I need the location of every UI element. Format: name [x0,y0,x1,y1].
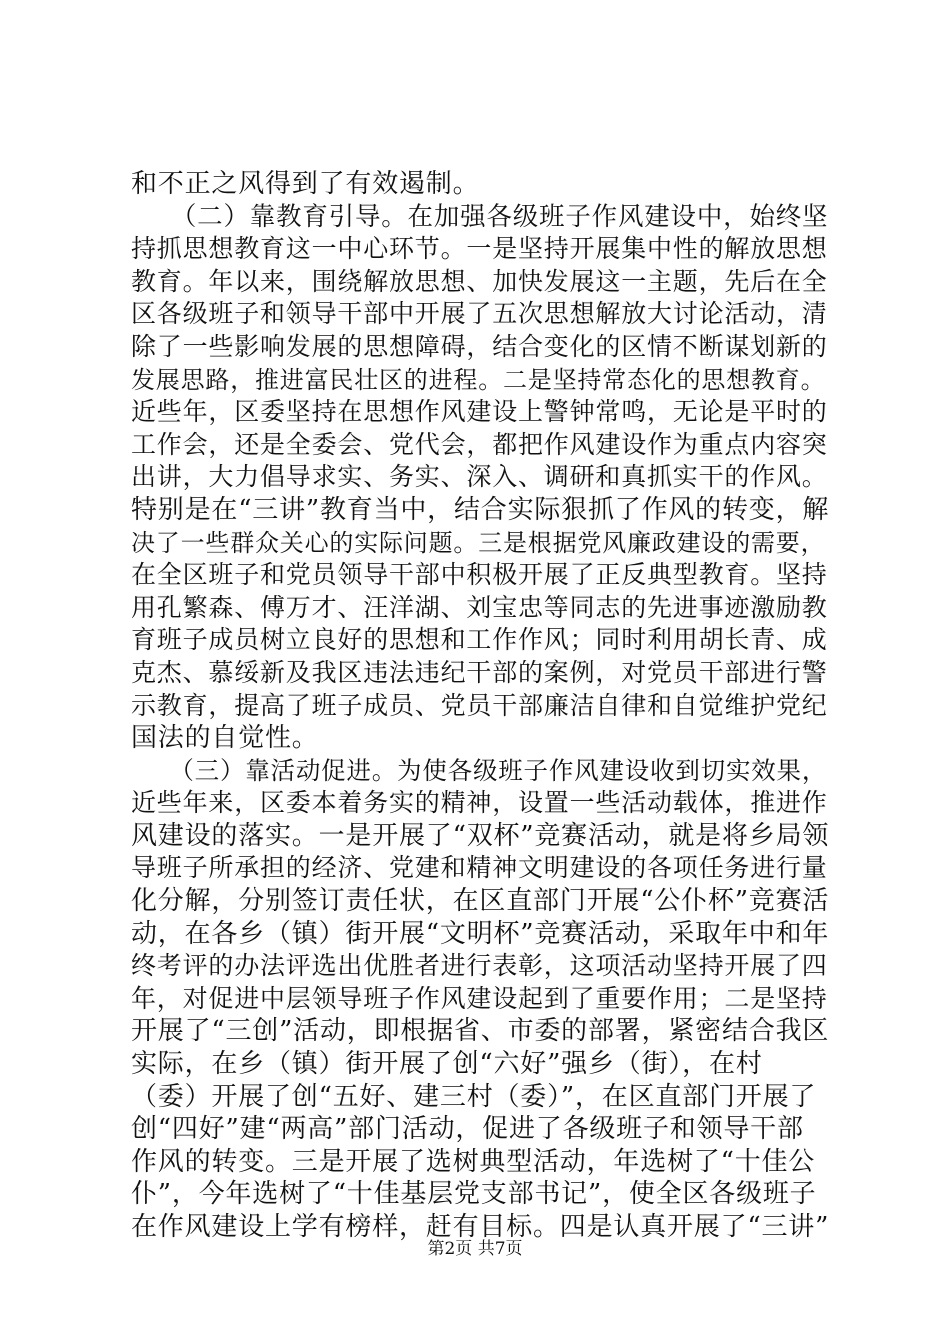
text-line: 克杰、慕绥新及我区违法违纪干部的案例，对党员干部进行警 [131,657,828,687]
page-footer: 第2页 共7页 [427,1239,523,1259]
text-line: 用孔繁森、傅万才、汪洋湖、刘宝忠等同志的先进事迹激励教 [131,592,828,622]
text-line: 开展了“三创”活动，即根据省、市委的部署，紧密结合我区 [131,1016,830,1047]
text-line: 动，在各乡（镇）街开展“文明杯”竞赛活动，采取年中和年 [131,918,830,949]
text-line: 特别是在“三讲”教育当中，结合实际狠抓了作风的转变，解 [131,494,830,525]
text-line: 近些年，区委坚持在思想作风建设上警钟常鸣，无论是平时的 [131,397,828,427]
text-line: （二）靠教育引导。在加强各级班子作风建设中，始终坚 [131,201,829,232]
text-line: 持抓思想教育这一中心环节。一是坚持开展集中性的解放思想 [131,234,828,264]
text-line: 实际，在乡（镇）街开展了创“六好”强乡（街），在村 [131,1049,763,1080]
text-line: 发展思路，推进富民壮区的进程。二是坚持常态化的思想教育。 [131,365,826,394]
text-line: 创“四好”建“两高”部门活动，促进了各级班子和领导干部 [131,1114,804,1145]
text-line: 作风的转变。三是开展了选树典型活动，年选树了“十佳公 [131,1146,816,1177]
text-line: 化分解，分别签订责任状，在区直部门开展“公仆杯”竞赛活 [131,886,830,917]
text-line: 教育。年以来，围绕解放思想、加快发展这一主题，先后在全 [131,266,828,296]
text-line: 工作会，还是全委会、党代会，都把作风建设作为重点内容突 [131,429,828,459]
text-line: （委）开展了创“五好、建三村（委）”，在区直部门开展了 [131,1081,817,1112]
text-line: 在作风建设上学有榜样，赶有目标。四是认真开展了“三讲” [131,1212,830,1242]
text-line: 在全区班子和党员领导干部中积极开展了正反典型教育。坚持 [131,560,828,590]
text-line: 年，对促进中层领导班子作风建设起到了重要作用；二是坚持 [131,983,828,1013]
text-line: 育班子成员树立良好的思想和工作作风；同时利用胡长青、成 [131,625,828,655]
text-line: 和不正之风得到了有效遏制。 [131,169,480,199]
text-line: 区各级班子和领导干部中开展了五次思想解放大讨论活动，清 [131,299,828,329]
text-line: 终考评的办法评选出优胜者进行表彰，这项活动坚持开展了四 [131,951,828,981]
document-body [131,168,831,1244]
text-line: 导班子所承担的经济、党建和精神文明建设的各项任务进行量 [131,853,828,883]
text-line: 示教育，提高了班子成员、党员干部廉洁自律和自觉维护党纪 [131,690,828,720]
text-line: 仆”，今年选树了“十佳基层党支部书记”，使全区各级班子 [131,1179,817,1210]
text-line: 近些年来，区委本着务实的精神，设置一些活动载体，推进作 [131,788,828,818]
text-line: 国法的自觉性。 [131,723,319,754]
text-line: 风建设的落实。一是开展了“双杯”竞赛活动，就是将乡局领 [131,820,830,851]
text-line: 决了一些群众关心的实际问题。三是根据党风廉政建设的需要， [131,528,826,557]
text-line: 除了一些影响发展的思想障碍，结合变化的区情不断谋划新的 [131,331,828,361]
text-line: （三）靠活动促进。为使各级班子作风建设收到切实效果， [131,755,828,785]
text-line: 出讲，大力倡导求实、务实、深入、调研和真抓实干的作风。 [131,462,828,492]
